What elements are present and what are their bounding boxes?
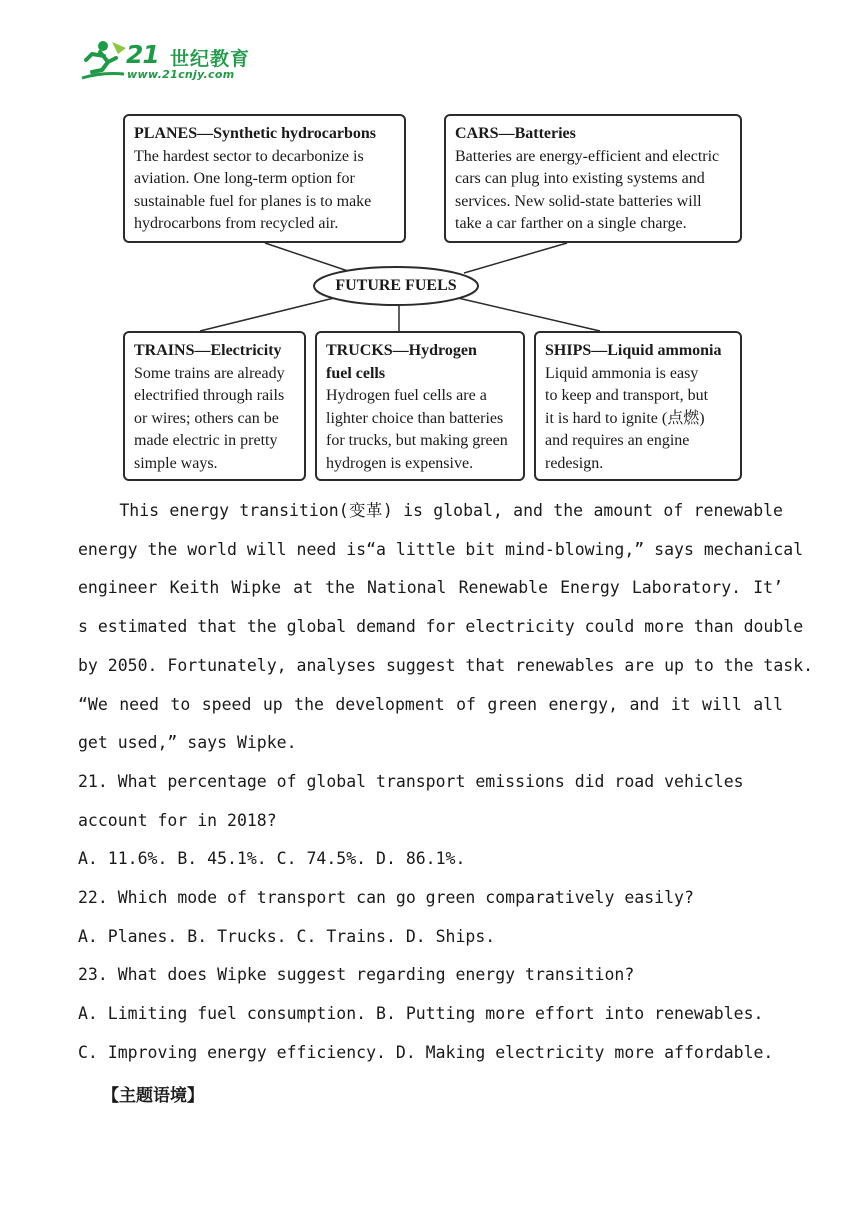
box-line: simple ways. [134,454,218,472]
passage-line: This energy transition(变革) is global, and the amount of renewable [78,501,783,520]
box-line: cars can plug into existing systems and [455,170,705,187]
box-line: for trucks, but making green [326,432,508,449]
logo-name: 世纪教育 [170,48,251,70]
box-trucks [315,331,525,481]
box-title: TRUCKS—Hydrogen [326,342,477,359]
passage-line: engineer Keith Wipke at the National Renewable Energy Laboratory. It’ [78,578,783,597]
box-trains [123,331,306,481]
future-fuels-diagram [0,0,860,490]
logo-url: www.21cnjy.com [127,68,235,81]
passage-line: get used,” says Wipke. [78,733,297,752]
section-heading: 【主题语境】 [102,1086,204,1106]
passage-line: by 2050. Fortunately, analyses suggest that renewables are up to the task. [78,656,814,675]
box-title: TRAINS—Electricity [134,342,282,359]
box-title: CARS—Batteries [455,125,576,142]
question-options: A. 11.6%. B. 45.1%. C. 74.5%. D. 86.1%. [78,849,466,868]
center-label: FUTURE FUELS [335,277,457,294]
passage-line: s estimated that the global demand for electricity could more than double [78,617,804,636]
box-line: services. New solid-state batteries will [455,192,702,210]
question-options: A. Planes. B. Trucks. C. Trains. D. Ships. [78,927,496,946]
question-line: 22. Which mode of transport can go green comparatively easily? [78,888,694,907]
box-line: lighter choice than batteries [326,409,504,427]
box-title-cont: fuel cells [326,364,386,382]
box-title: PLANES—Synthetic hydrocarbons [134,125,376,142]
question-line: 21. What percentage of global transport emissions did road vehicles [78,772,744,791]
box-line: or wires; others can be [134,409,279,427]
box-title: SHIPS—Liquid ammonia [545,342,722,359]
box-line: Some trains are already [134,364,285,382]
box-line: hydrogen is expensive. [326,454,474,472]
question-options: A. Limiting fuel consumption. B. Putting more effort into renewables. [78,1004,764,1023]
box-line: The hardest sector to decarbonize is [134,147,364,165]
passage-line: energy the world will need is“a little bit mind-blowing,” says mechanical [78,540,804,559]
connector-cars [464,243,567,273]
logo-numerals: 21 [126,40,159,69]
question-line: account for in 2018? [78,811,277,830]
passage-line: “We need to speed up the development of green energy, and it will all [78,695,783,714]
question-options: C. Improving energy efficiency. D. Making electricity more affordable. [78,1043,774,1062]
box-ships [534,331,742,481]
box-line: take a car farther on a single charge. [455,215,687,232]
question-line: 23. What does Wipke suggest regarding energy transition? [78,965,635,984]
box-planes [123,114,406,243]
box-line: electrified through rails [134,387,285,404]
box-line: to keep and transport, but [545,387,709,404]
box-line: aviation. One long-term option for [134,170,355,187]
box-line: made electric in pretty [134,432,278,449]
box-cars [444,114,742,243]
box-line: Hydrogen fuel cells are a [326,387,487,404]
box-line: it is hard to ignite (点燃) [545,409,705,427]
box-line: and requires an engine [545,432,690,449]
box-line: Batteries are energy-efficient and electric [455,147,720,165]
box-line: Liquid ammonia is easy [545,364,699,382]
box-line: hydrocarbons from recycled air. [134,215,339,232]
box-line: sustainable fuel for planes is to make [134,192,372,210]
connector-ships [458,298,600,331]
box-line: redesign. [545,454,604,472]
